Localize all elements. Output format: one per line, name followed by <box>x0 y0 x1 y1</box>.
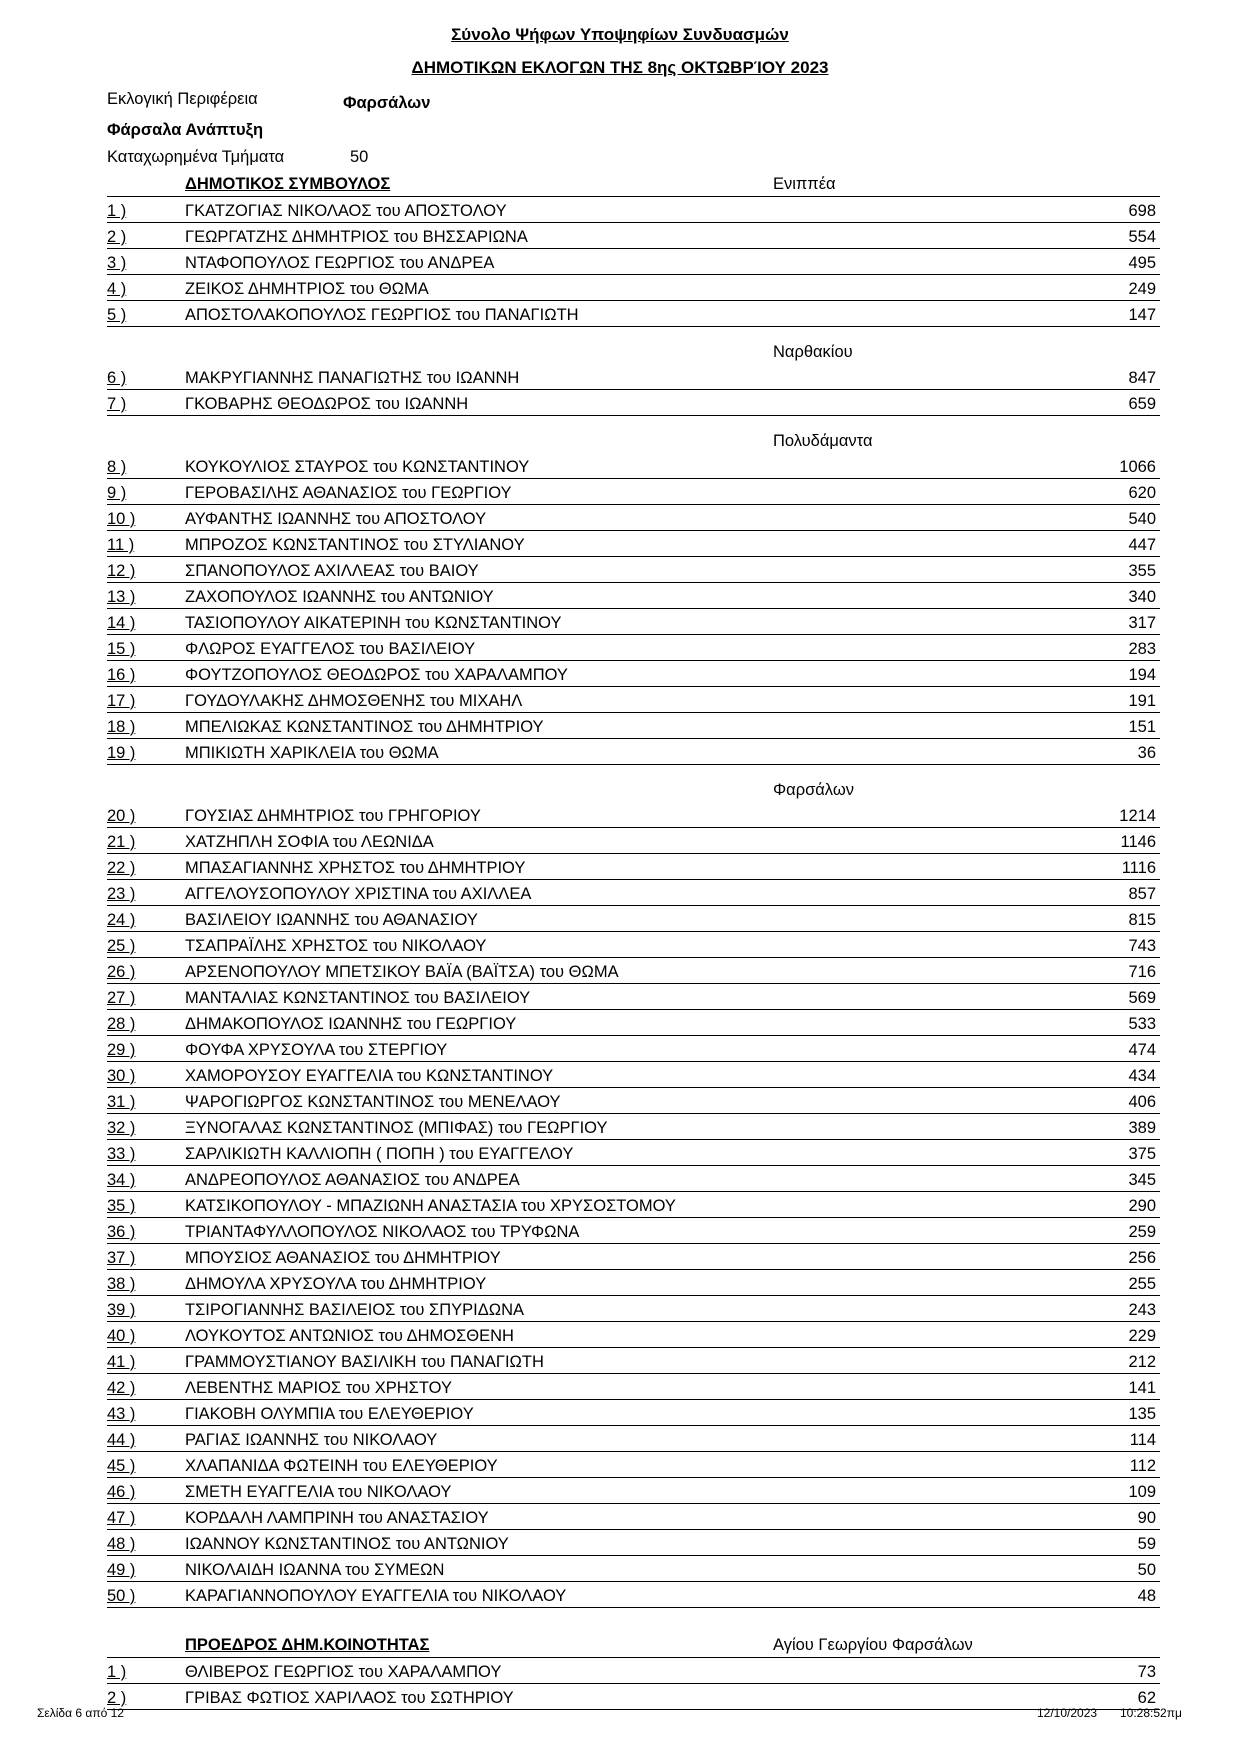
candidate-votes: 1116 <box>1121 859 1156 877</box>
candidate-row <box>107 1088 1160 1114</box>
candidate-number: 20 ) <box>107 807 136 825</box>
candidate-row <box>107 364 1160 390</box>
candidate-row <box>107 1556 1160 1582</box>
candidate-row <box>107 802 1160 828</box>
candidate-votes: 815 <box>1128 911 1156 929</box>
candidate-name: ΝΙΚΟΛΑΙΔΗ ΙΩΑΝΝΑ του ΣΥΜΕΩΝ <box>185 1561 445 1579</box>
candidate-number: 39 ) <box>107 1301 136 1319</box>
candidate-number: 37 ) <box>107 1249 136 1267</box>
candidate-votes: 698 <box>1128 202 1156 220</box>
candidate-row <box>107 301 1160 327</box>
combination-name: Φάρσαλα Ανάπτυξη <box>107 121 264 139</box>
candidate-row <box>107 958 1160 984</box>
candidate-row <box>107 249 1160 275</box>
candidate-votes: 533 <box>1128 1015 1156 1033</box>
candidate-row <box>107 880 1160 906</box>
candidate-votes: 495 <box>1128 254 1156 272</box>
candidate-votes: 857 <box>1128 885 1156 903</box>
candidate-votes: 62 <box>1137 1689 1156 1707</box>
candidate-votes: 340 <box>1128 588 1156 606</box>
candidate-votes: 191 <box>1128 692 1156 710</box>
candidate-number: 17 ) <box>107 692 136 710</box>
candidate-votes: 355 <box>1128 562 1156 580</box>
candidate-row <box>107 557 1160 583</box>
candidate-row <box>107 828 1160 854</box>
print-time: 10:28:52πμ <box>1120 1706 1182 1720</box>
candidate-name: ΔΗΜΑΚΟΠΟΥΛΟΣ ΙΩΑΝΝΗΣ του ΓΕΩΡΓΙΟΥ <box>185 1015 517 1033</box>
candidate-number: 11 ) <box>107 536 135 554</box>
candidate-name: ΖΕΙΚΟΣ ΔΗΜΗΤΡΙΟΣ του ΘΩΜΑ <box>185 280 429 298</box>
candidate-name: ΚΟΥΚΟΥΛΙΟΣ ΣΤΑΥΡΟΣ του ΚΩΝΣΤΑΝΤΙΝΟΥ <box>185 458 530 476</box>
candidate-number: 12 ) <box>107 562 136 580</box>
print-date: 12/10/2023 <box>1037 1706 1098 1720</box>
candidate-name: ΑΠΟΣΤΟΛΑΚΟΠΟΥΛΟΣ ΓΕΩΡΓΙΟΣ του ΠΑΝΑΓΙΩΤΗ <box>185 306 579 324</box>
candidate-number: 48 ) <box>107 1535 136 1553</box>
candidate-name: ΦΛΩΡΟΣ ΕΥΑΓΓΕΛΟΣ του ΒΑΣΙΛΕΙΟΥ <box>185 640 476 658</box>
candidate-number: 50 ) <box>107 1587 136 1605</box>
candidate-row <box>107 1530 1160 1556</box>
candidate-name: ΚΑΤΣΙΚΟΠΟΥΛΟΥ - ΜΠΑΖΙΩΝΗ ΑΝΑΣΤΑΣΙΑ του ΧΡΥΣΟΣΤΟΜΟΥ <box>185 1197 676 1215</box>
candidate-name: ΛΕΒΕΝΤΗΣ ΜΑΡΙΟΣ του ΧΡΗΣΤΟΥ <box>185 1379 452 1397</box>
candidate-name: ΓΟΥΔΟΥΛΑΚΗΣ ΔΗΜΟΣΘΕΝΗΣ του ΜΙΧΑΗΛ <box>185 692 523 710</box>
area-name: Ναρθακίου <box>773 343 853 361</box>
sections-value: 50 <box>350 148 369 166</box>
candidate-votes: 554 <box>1128 228 1156 246</box>
candidate-votes: 1146 <box>1120 833 1156 851</box>
candidate-number: 33 ) <box>107 1145 136 1163</box>
candidate-name: ΑΡΣΕΝΟΠΟΥΛΟΥ ΜΠΕΤΣΙΚΟΥ ΒΑΪΑ (ΒΑΪΤΣΑ) του ΘΩΜΑ <box>185 963 619 981</box>
candidate-number: 16 ) <box>107 666 136 684</box>
candidate-number: 25 ) <box>107 937 136 955</box>
candidate-number: 9 ) <box>107 484 127 502</box>
candidate-name: ΖΑΧΟΠΟΥΛΟΣ ΙΩΑΝΝΗΣ του ΑΝΤΩΝΙΟΥ <box>185 588 494 606</box>
section-gap <box>107 1608 1160 1632</box>
candidate-name: ΦΟΥΤΖΟΠΟΥΛΟΣ ΘΕΟΔΩΡΟΣ του ΧΑΡΑΛΑΜΠΟΥ <box>185 666 568 684</box>
candidate-row <box>107 984 1160 1010</box>
candidate-row <box>107 1400 1160 1426</box>
candidate-name: ΣΑΡΛΙΚΙΩΤΗ ΚΑΛΛΙΟΠΗ ( ΠΟΠΗ ) του ΕΥΑΓΓΕΛΟΥ <box>185 1145 574 1163</box>
candidate-row <box>107 687 1160 713</box>
candidate-name: ΚΑΡΑΓΙΑΝΝΟΠΟΥΛΟΥ ΕΥΑΓΓΕΛΙΑ του ΝΙΚΟΛΑΟΥ <box>185 1587 567 1605</box>
candidate-row <box>107 1426 1160 1452</box>
candidate-votes: 447 <box>1128 536 1156 554</box>
candidate-number: 31 ) <box>107 1093 136 1111</box>
candidate-row <box>107 1218 1160 1244</box>
candidate-name: ΣΜΕΤΗ ΕΥΑΓΓΕΛΙΑ του ΝΙΚΟΛΑΟΥ <box>185 1483 452 1501</box>
candidate-votes: 212 <box>1128 1353 1156 1371</box>
candidate-name: ΜΑΝΤΑΛΙΑΣ ΚΩΝΣΤΑΝΤΙΝΟΣ του ΒΑΣΙΛΕΙΟΥ <box>185 989 531 1007</box>
candidate-name: ΓΕΩΡΓΑΤΖΗΣ ΔΗΜΗΤΡΙΟΣ του ΒΗΣΣΑΡΙΩΝΑ <box>185 228 528 246</box>
candidate-votes: 345 <box>1128 1171 1156 1189</box>
candidate-name: ΓΚΑΤΖΟΓΙΑΣ ΝΙΚΟΛΑΟΣ του ΑΠΟΣΤΟΛΟΥ <box>185 202 507 220</box>
candidate-row <box>107 1062 1160 1088</box>
district-label: Εκλογική Περιφέρεια <box>107 90 258 108</box>
candidate-number: 1 ) <box>107 202 127 220</box>
candidate-votes: 389 <box>1128 1119 1156 1137</box>
candidate-name: ΦΟΥΦΑ ΧΡΥΣΟΥΛΑ του ΣΤΕΡΓΙΟΥ <box>185 1041 448 1059</box>
candidate-number: 42 ) <box>107 1379 136 1397</box>
candidate-name: ΜΠΟΥΣΙΟΣ ΑΘΑΝΑΣΙΟΣ του ΔΗΜΗΤΡΙΟΥ <box>185 1249 501 1267</box>
candidate-row <box>107 1582 1160 1608</box>
candidate-number: 6 ) <box>107 369 127 387</box>
candidate-name: ΑΥΦΑΝΤΗΣ ΙΩΑΝΝΗΣ του ΑΠΟΣΤΟΛΟΥ <box>185 510 487 528</box>
candidate-row <box>107 1192 1160 1218</box>
candidate-name: ΓΟΥΣΙΑΣ ΔΗΜΗΤΡΙΟΣ του ΓΡΗΓΟΡΙΟΥ <box>185 807 481 825</box>
candidate-name: ΧΑΜΟΡΟΥΣΟΥ ΕΥΑΓΓΕΛΙΑ του ΚΩΝΣΤΑΝΤΙΝΟΥ <box>185 1067 554 1085</box>
candidate-votes: 283 <box>1128 640 1156 658</box>
candidate-votes: 243 <box>1128 1301 1156 1319</box>
candidate-number: 44 ) <box>107 1431 136 1449</box>
candidate-row <box>107 1478 1160 1504</box>
candidate-row <box>107 479 1160 505</box>
candidate-number: 49 ) <box>107 1561 136 1579</box>
candidate-row <box>107 531 1160 557</box>
candidate-name: ΤΡΙΑΝΤΑΦΥΛΛΟΠΟΥΛΟΣ ΝΙΚΟΛΑΟΣ του ΤΡΥΦΩΝΑ <box>185 1223 580 1241</box>
candidate-number: 19 ) <box>107 744 136 762</box>
candidate-row <box>107 906 1160 932</box>
candidate-row <box>107 1270 1160 1296</box>
candidate-number: 34 ) <box>107 1171 136 1189</box>
candidate-votes: 59 <box>1137 1535 1156 1553</box>
candidate-number: 2 ) <box>107 1689 127 1707</box>
candidate-votes: 569 <box>1128 989 1156 1007</box>
candidate-votes: 73 <box>1137 1663 1156 1681</box>
sections-label: Καταχωρημένα Τμήματα <box>107 148 285 166</box>
candidate-name: ΑΝΔΡΕΟΠΟΥΛΟΣ ΑΘΑΝΑΣΙΟΣ του ΑΝΔΡΕΑ <box>185 1171 520 1189</box>
candidate-row <box>107 1452 1160 1478</box>
candidate-name: ΝΤΑΦΟΠΟΥΛΟΣ ΓΕΩΡΓΙΟΣ του ΑΝΔΡΕΑ <box>185 254 495 272</box>
candidate-votes: 847 <box>1128 369 1156 387</box>
candidate-row <box>107 1036 1160 1062</box>
candidate-name: ΓΚΟΒΑΡΗΣ ΘΕΟΔΩΡΟΣ του ΙΩΑΝΝΗ <box>185 395 469 413</box>
area-header <box>107 765 1160 802</box>
candidate-number: 2 ) <box>107 228 127 246</box>
candidate-number: 29 ) <box>107 1041 136 1059</box>
candidate-votes: 109 <box>1128 1483 1156 1501</box>
candidate-number: 43 ) <box>107 1405 136 1423</box>
candidate-votes: 48 <box>1137 1587 1156 1605</box>
candidate-name: ΤΣΑΠΡΑΪΛΗΣ ΧΡΗΣΤΟΣ του ΝΙΚΟΛΑΟΥ <box>185 937 487 955</box>
candidate-number: 10 ) <box>107 510 136 528</box>
candidate-votes: 716 <box>1128 963 1156 981</box>
candidate-name: ΔΗΜΟΥΛΑ ΧΡΥΣΟΥΛΑ του ΔΗΜΗΤΡΙΟΥ <box>185 1275 487 1293</box>
candidate-row <box>107 1140 1160 1166</box>
candidate-votes: 256 <box>1128 1249 1156 1267</box>
candidate-votes: 259 <box>1128 1223 1156 1241</box>
candidate-number: 3 ) <box>107 254 127 272</box>
candidate-votes: 743 <box>1128 937 1156 955</box>
candidate-name: ΨΑΡΟΓΙΩΡΓΟΣ ΚΩΝΣΤΑΝΤΙΝΟΣ του ΜΕΝΕΛΑΟΥ <box>185 1093 561 1111</box>
candidate-votes: 290 <box>1128 1197 1156 1215</box>
candidate-number: 8 ) <box>107 458 127 476</box>
candidate-row <box>107 390 1160 416</box>
candidate-row <box>107 661 1160 687</box>
candidate-name: ΓΡΙΒΑΣ ΦΩΤΙΟΣ ΧΑΡΙΛΑΟΣ του ΣΩΤΗΡΙΟΥ <box>185 1689 514 1707</box>
candidate-row <box>107 854 1160 880</box>
candidate-number: 13 ) <box>107 588 136 606</box>
candidate-number: 23 ) <box>107 885 136 903</box>
candidate-number: 32 ) <box>107 1119 136 1137</box>
candidate-row <box>107 453 1160 479</box>
candidate-row <box>107 223 1160 249</box>
candidate-row <box>107 275 1160 301</box>
area-name: Ενιππέα <box>773 175 836 193</box>
district-value: Φαρσάλων <box>343 94 431 112</box>
area-name: Πολυδάμαντα <box>773 432 873 450</box>
candidate-number: 22 ) <box>107 859 136 877</box>
candidate-votes: 114 <box>1129 1431 1156 1449</box>
area-name: Αγίου Γεωργίου Φαρσάλων <box>773 1636 973 1654</box>
candidate-row <box>107 635 1160 661</box>
candidate-name: ΚΟΡΔΑΛΗ ΛΑΜΠΡΙΝΗ του ΑΝΑΣΤΑΣΙΟΥ <box>185 1509 489 1527</box>
candidate-row <box>107 583 1160 609</box>
candidate-votes: 540 <box>1128 510 1156 528</box>
results-table <box>107 171 1160 1710</box>
candidate-name: ΓΙΑΚΟΒΗ ΟΛΥΜΠΙΑ του ΕΛΕΥΘΕΡΙΟΥ <box>185 1405 474 1423</box>
candidate-votes: 474 <box>1128 1041 1156 1059</box>
candidate-votes: 317 <box>1128 614 1156 632</box>
candidate-number: 30 ) <box>107 1067 136 1085</box>
candidate-row <box>107 932 1160 958</box>
candidate-name: ΡΑΓΙΑΣ ΙΩΑΝΝΗΣ του ΝΙΚΟΛΑΟΥ <box>185 1431 438 1449</box>
candidate-votes: 1066 <box>1119 458 1156 476</box>
candidate-name: ΜΑΚΡΥΓΙΑΝΝΗΣ ΠΑΝΑΓΙΩΤΗΣ του ΙΩΑΝΝΗ <box>185 369 520 387</box>
candidate-row <box>107 1684 1160 1710</box>
candidate-votes: 249 <box>1128 280 1156 298</box>
candidate-number: 5 ) <box>107 306 127 324</box>
section-label: ΠΡΟΕΔΡΟΣ ΔΗΜ.ΚΟΙΝΟΤΗΤΑΣ <box>185 1636 430 1654</box>
candidate-row <box>107 1322 1160 1348</box>
candidate-number: 46 ) <box>107 1483 136 1501</box>
candidate-name: ΤΑΣΙΟΠΟΥΛΟΥ ΑΙΚΑΤΕΡΙΝΗ του ΚΩΝΣΤΑΝΤΙΝΟΥ <box>185 614 562 632</box>
candidate-name: ΞΥΝΟΓΑΛΑΣ ΚΩΝΣΤΑΝΤΙΝΟΣ (ΜΠΙΦΑΣ) του ΓΕΩΡΓΙΟΥ <box>185 1119 608 1137</box>
candidate-name: ΧΑΤΖΗΠΛΗ ΣΟΦΙΑ του ΛΕΩΝΙΔΑ <box>185 833 434 851</box>
candidate-number: 27 ) <box>107 989 136 1007</box>
candidate-number: 24 ) <box>107 911 136 929</box>
candidate-votes: 194 <box>1128 666 1156 684</box>
candidate-name: ΜΠΕΛΙΩΚΑΣ ΚΩΝΣΤΑΝΤΙΝΟΣ του ΔΗΜΗΤΡΙΟΥ <box>185 718 544 736</box>
section-header <box>107 1632 1160 1658</box>
candidate-votes: 406 <box>1128 1093 1156 1111</box>
candidate-row <box>107 1296 1160 1322</box>
candidate-number: 18 ) <box>107 718 136 736</box>
candidate-row <box>107 1010 1160 1036</box>
candidate-votes: 229 <box>1128 1327 1156 1345</box>
candidate-number: 14 ) <box>107 614 136 632</box>
candidate-row <box>107 739 1160 765</box>
candidate-votes: 147 <box>1128 306 1156 324</box>
candidate-row <box>107 1166 1160 1192</box>
section-header <box>107 171 1160 197</box>
candidate-row <box>107 609 1160 635</box>
candidate-name: ΜΠΙΚΙΩΤΗ ΧΑΡΙΚΛΕΙΑ του ΘΩΜΑ <box>185 744 439 762</box>
candidate-name: ΜΠΑΣΑΓΙΑΝΝΗΣ ΧΡΗΣΤΟΣ του ΔΗΜΗΤΡΙΟΥ <box>185 859 526 877</box>
candidate-name: ΓΕΡΟΒΑΣΙΛΗΣ ΑΘΑΝΑΣΙΟΣ του ΓΕΩΡΓΙΟΥ <box>185 484 512 502</box>
candidate-number: 40 ) <box>107 1327 136 1345</box>
candidate-number: 45 ) <box>107 1457 136 1475</box>
candidate-votes: 255 <box>1128 1275 1156 1293</box>
report-subtitle: ΔΗΜΟΤΙΚΩΝ ΕΚΛΟΓΩΝ ΤΗΣ 8ης ΟΚΤΩΒΡΊΟΥ 2023 <box>411 58 829 77</box>
candidate-number: 38 ) <box>107 1275 136 1293</box>
candidate-votes: 620 <box>1128 484 1156 502</box>
candidate-votes: 375 <box>1128 1145 1156 1163</box>
candidate-row <box>107 713 1160 739</box>
candidate-number: 41 ) <box>107 1353 136 1371</box>
candidate-row <box>107 1348 1160 1374</box>
candidate-votes: 90 <box>1137 1509 1156 1527</box>
area-name: Φαρσάλων <box>773 781 854 799</box>
candidate-name: ΜΠΡΟΖΟΣ ΚΩΝΣΤΑΝΤΙΝΟΣ του ΣΤΥΛΙΑΝΟΥ <box>185 536 525 554</box>
candidate-number: 26 ) <box>107 963 136 981</box>
candidate-name: ΣΠΑΝΟΠΟΥΛΟΣ ΑΧΙΛΛΕΑΣ του ΒΑΙΟΥ <box>185 562 479 580</box>
page-number: Σελίδα 6 από 12 <box>37 1706 124 1720</box>
candidate-name: ΧΛΑΠΑΝΙΔΑ ΦΩΤΕΙΝΗ του ΕΛΕΥΘΕΡΙΟΥ <box>185 1457 498 1475</box>
candidate-votes: 659 <box>1128 395 1156 413</box>
candidate-votes: 141 <box>1128 1379 1156 1397</box>
candidate-number: 15 ) <box>107 640 136 658</box>
candidate-number: 21 ) <box>107 833 136 851</box>
report-title: Σύνολο Ψήφων Υποψηφίων Συνδυασμών <box>451 25 789 44</box>
area-header <box>107 416 1160 453</box>
candidate-row <box>107 1374 1160 1400</box>
candidate-name: ΙΩΑΝΝΟΥ ΚΩΝΣΤΑΝΤΙΝΟΣ του ΑΝΤΩΝΙΟΥ <box>185 1535 509 1553</box>
candidate-votes: 1214 <box>1119 807 1156 825</box>
candidate-number: 1 ) <box>107 1663 127 1681</box>
candidate-number: 47 ) <box>107 1509 136 1527</box>
candidate-votes: 151 <box>1128 718 1156 736</box>
candidate-name: ΒΑΣΙΛΕΙΟΥ ΙΩΑΝΝΗΣ του ΑΘΑΝΑΣΙΟΥ <box>185 911 478 929</box>
candidate-name: ΑΓΓΕΛΟΥΣΟΠΟΥΛΟΥ ΧΡΙΣΤΙΝΑ του ΑΧΙΛΛΕΑ <box>185 885 532 903</box>
area-header <box>107 327 1160 364</box>
candidate-name: ΛΟΥΚΟΥΤΟΣ ΑΝΤΩΝΙΟΣ του ΔΗΜΟΣΘΕΝΗ <box>185 1327 514 1345</box>
candidate-votes: 434 <box>1128 1067 1156 1085</box>
candidate-votes: 50 <box>1137 1561 1156 1579</box>
candidate-name: ΤΣΙΡΟΓΙΑΝΝΗΣ ΒΑΣΙΛΕΙΟΣ του ΣΠΥΡΙΔΩΝΑ <box>185 1301 524 1319</box>
candidate-row <box>107 197 1160 223</box>
candidate-row <box>107 505 1160 531</box>
candidate-votes: 112 <box>1129 1457 1156 1475</box>
candidate-row <box>107 1114 1160 1140</box>
candidate-name: ΓΡΑΜΜΟΥΣΤΙΑΝΟΥ ΒΑΣΙΛΙΚΗ του ΠΑΝΑΓΙΩΤΗ <box>185 1353 544 1371</box>
candidate-row <box>107 1504 1160 1530</box>
candidate-row <box>107 1658 1160 1684</box>
candidate-number: 35 ) <box>107 1197 136 1215</box>
section-label: ΔΗΜΟΤΙΚΟΣ ΣΥΜΒΟΥΛΟΣ <box>185 175 391 193</box>
candidate-row <box>107 1244 1160 1270</box>
candidate-votes: 36 <box>1137 744 1156 762</box>
candidate-name: ΘΛΙΒΕΡΟΣ ΓΕΩΡΓΙΟΣ του ΧΑΡΑΛΑΜΠΟΥ <box>185 1663 502 1681</box>
candidate-number: 36 ) <box>107 1223 136 1241</box>
candidate-number: 7 ) <box>107 395 127 413</box>
candidate-votes: 135 <box>1128 1405 1156 1423</box>
candidate-number: 28 ) <box>107 1015 136 1033</box>
candidate-number: 4 ) <box>107 280 127 298</box>
